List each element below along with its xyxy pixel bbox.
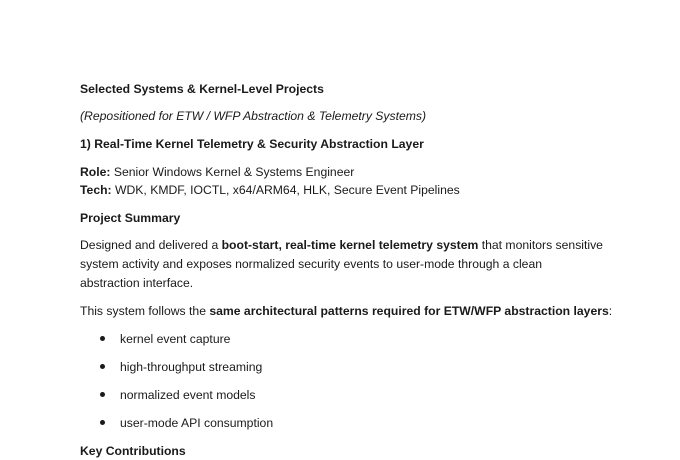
section-subheading: (Repositioned for ETW / WFP Abstraction & Telemetry Systems) [80,109,427,123]
tech-label: Tech: [80,183,112,197]
tech-line [80,181,460,199]
tech-value: WDK, KMDF, IOCTL, x64/ARM64, HLK, Secure Event Pipelines [111,183,460,197]
contributions-heading: Key Contributions [80,444,186,458]
summary-line-1 [80,236,603,254]
bullet-icon [100,336,105,341]
bullet-icon [100,364,105,369]
pattern-line [80,302,612,320]
summary-line-3: abstraction interface. [80,276,194,290]
bullet-text: high-throughput streaming [120,360,263,374]
pattern-pre: This system follows the [80,304,210,318]
bullet-text: kernel event capture [120,332,231,346]
bullet-text: user-mode API consumption [120,416,274,430]
summary-pre: Designed and delivered a [80,238,222,252]
bullet-icon [100,420,105,425]
bullet-icon [100,392,105,397]
list-item [100,330,231,348]
role-value: Senior Windows Kernel & Systems Engineer [110,165,355,179]
summary-heading: Project Summary [80,211,181,225]
bullet-text: normalized event models [120,388,256,402]
summary-line-2: system activity and exposes normalized security events to user-mode through a clean [80,257,542,271]
pattern-bold: same architectural patterns required for ETW/WFP abstraction layers [209,304,609,318]
role-line [80,163,354,181]
list-item [100,358,263,376]
section-heading: Selected Systems & Kernel-Level Projects [80,82,324,96]
role-label: Role: [80,165,111,179]
summary-bold: boot-start, real-time kernel telemetry system [221,238,479,252]
project-title: 1) Real-Time Kernel Telemetry & Security Abstraction Layer [80,137,424,151]
pattern-post: : [608,304,613,318]
list-item [100,386,256,404]
summary-post: that monitors sensitive [478,238,603,252]
list-item [100,414,274,432]
